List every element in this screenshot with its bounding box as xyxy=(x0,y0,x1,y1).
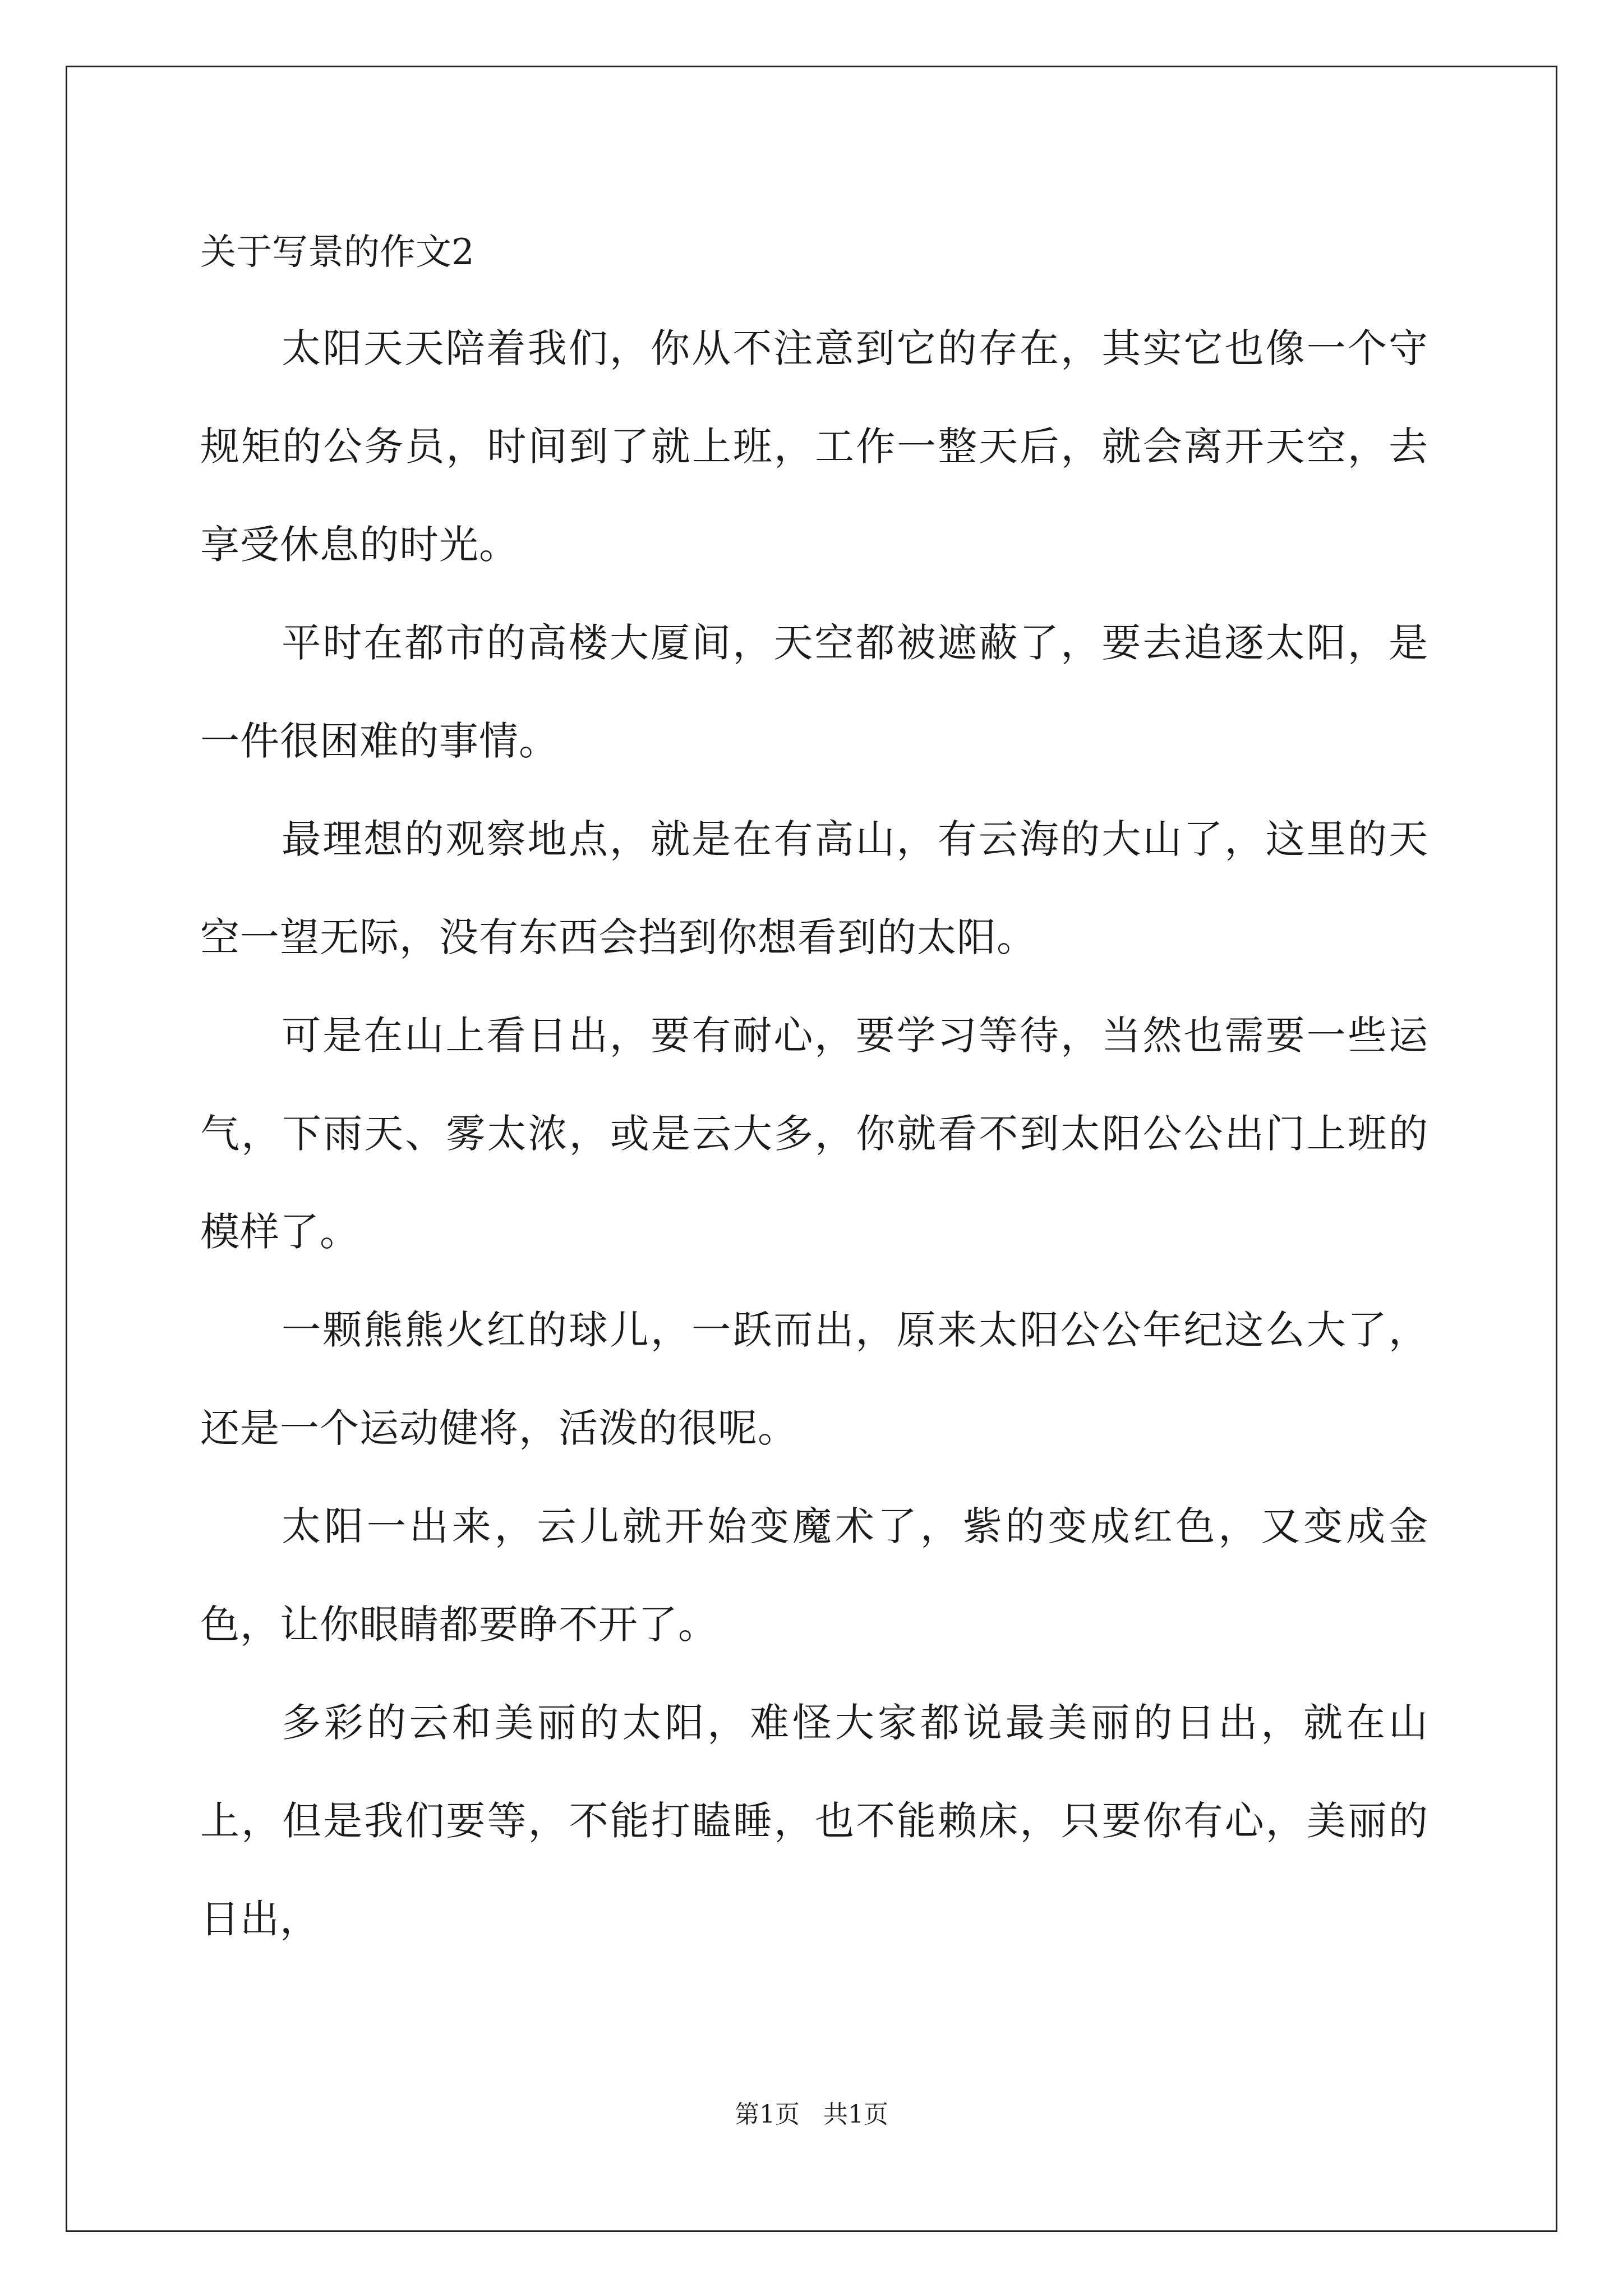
paragraph: 太阳一出来，云儿就开始变魔术了，紫的变成红色，又变成金色，让你眼睛都要睁不开了。 xyxy=(200,1503,1428,1648)
paragraph: 多彩的云和美丽的太阳，难怪大家都说最美丽的日出，就在山上，但是我们要等，不能打瞌睡，也不能赖床，只要你有心，美丽的日出， xyxy=(200,1700,1428,1942)
paragraph: 可是在山上看日出，要有耐心，要学习等待，当然也需要一些运气，下雨天、雾太浓，或是云大多，你就看不到太阳公公出门上班的模样了。 xyxy=(200,1013,1428,1255)
document-title: 关于写景的作文2 xyxy=(200,232,474,273)
paragraph: 平时在都市的高楼大厦间，天空都被遮蔽了，要去追逐太阳，是一件很困难的事情。 xyxy=(200,620,1428,764)
paragraph: 最理想的观察地点，就是在有高山，有云海的大山了，这里的天空一望无际，没有东西会挡到你想看到的太阳。 xyxy=(200,816,1428,960)
document-body xyxy=(200,213,1428,1968)
paragraph: 太阳天天陪着我们，你从不注意到它的存在，其实它也像一个守规矩的公务员，时间到了就上班，工作一整天后，就会离开天空，去享受休息的时光。 xyxy=(200,325,1428,568)
paragraph: 一颗熊熊火红的球儿，一跃而出，原来太阳公公年纪这么大了，还是一个运动健将，活泼的很呢。 xyxy=(200,1307,1428,1451)
page-footer: 第1页 共1页 xyxy=(735,2100,888,2129)
